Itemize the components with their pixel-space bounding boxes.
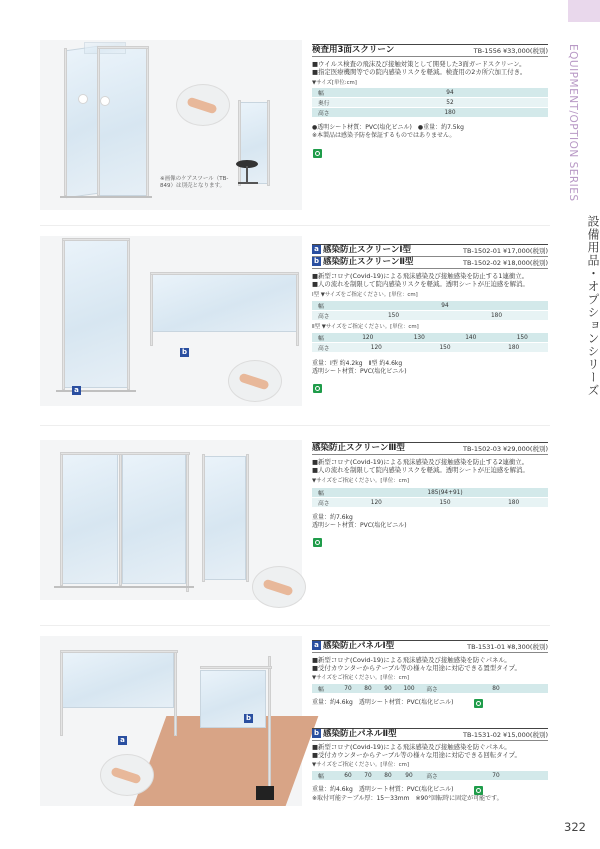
product-3-code-price: TB-1502-03 ¥29,000(税別) bbox=[463, 445, 548, 453]
product-3-name: 感染防止スクリーンⅢ型 bbox=[312, 443, 405, 453]
product-1-note: ※本製品は感染予防を保証するものではありません。 bbox=[312, 132, 456, 139]
table-row: 高さ 180 bbox=[312, 108, 548, 118]
table-row: 幅 70 80 90 100 高さ 80 bbox=[312, 684, 548, 694]
sidebar-english-title: EQUIPMENT/OPTION SERIES bbox=[567, 44, 579, 202]
badge-a: a bbox=[312, 245, 321, 254]
product-1-name: 検査用3面スクリーン bbox=[312, 45, 395, 55]
table-row: 高さ 150 180 bbox=[312, 311, 548, 321]
divider bbox=[40, 425, 550, 426]
desc-line: ■ウイルス検査の飛沫及び接触対策として開発した3面ガードスクリーン。 bbox=[312, 60, 526, 68]
desc-line: ■受付カウンターからテーブル等の様々な用途に対応できる置型タイプ。 bbox=[312, 664, 521, 673]
table-image bbox=[134, 716, 319, 806]
table-row: 幅 120 130 140 150 bbox=[312, 333, 548, 343]
link-icon[interactable] bbox=[313, 149, 322, 158]
badge-a: a bbox=[72, 386, 81, 395]
desc-line: ■新型コロナ(Covid-19)による飛沫感染及び接触感染を防ぐパネル。 bbox=[312, 743, 511, 751]
product-3-size-heading: ▼サイズをご指定ください。[単位：cm] bbox=[312, 478, 409, 484]
divider bbox=[40, 625, 550, 626]
type-1-size-table bbox=[312, 301, 548, 321]
product-1-code-price: TB-1556 ¥33,000(税別) bbox=[473, 47, 548, 55]
product-4b-code-price: TB-1531-02 ¥15,000(税別) bbox=[463, 731, 548, 739]
product-4b-description bbox=[312, 743, 552, 759]
product-4a-title-bar bbox=[312, 640, 548, 653]
product-2-description bbox=[312, 272, 552, 288]
page-number: 322 bbox=[564, 820, 586, 834]
product-1-material: ●透明シート材質：PVC(塩化ビニル) ●重量：約7.5kg bbox=[312, 124, 464, 131]
product-2b-name: 感染防止スクリーンⅡ型 bbox=[323, 257, 414, 267]
product-3-weight: 重量：約7.6kg bbox=[312, 514, 353, 521]
product-1-size-table bbox=[312, 88, 548, 118]
product-4a-size-table bbox=[312, 684, 548, 694]
product-1-size-heading: ▼サイズ[単位:cm] bbox=[312, 80, 357, 86]
product-4a-code-price: TB-1531-01 ¥8,300(税別) bbox=[467, 643, 548, 651]
product-3-material: 透明シート材質：PVC(塩化ビニル) bbox=[312, 522, 407, 529]
divider bbox=[40, 225, 550, 226]
product-4-image bbox=[40, 636, 302, 806]
product-4a-description bbox=[312, 656, 552, 672]
clamp-image bbox=[256, 786, 274, 800]
hand-detail-image bbox=[176, 84, 230, 126]
product-4b-size-heading: ▼サイズをご指定ください。[単位：cm] bbox=[312, 762, 409, 768]
product-4b-note: ※取付可能テーブル厚：15～33mm ※90°回転時に固定が可能です。 bbox=[312, 795, 503, 802]
image-caption: ※画像のケアスツール（TB-849）は別売となります。 bbox=[160, 176, 229, 189]
hand-detail-image bbox=[228, 360, 282, 402]
product-2a-code-price: TB-1502-01 ¥17,000(税別) bbox=[463, 247, 548, 255]
table-row: 奥行 52 bbox=[312, 98, 548, 108]
sidebar-color-band bbox=[568, 0, 600, 22]
product-4a-size-heading: ▼サイズをご指定ください。[単位：cm] bbox=[312, 675, 409, 681]
product-4b-title-bar bbox=[312, 728, 548, 741]
product-2a-name: 感染防止スクリーンⅠ型 bbox=[323, 245, 411, 255]
product-1-title-bar bbox=[312, 44, 548, 57]
desc-line: ■人の流れを制限して院内感染リスクを軽減。透明シートが圧迫感を解消。 bbox=[312, 280, 529, 289]
type-2-size-heading: Ⅱ型 ▼サイズをご指定ください。[単位：cm] bbox=[312, 324, 419, 330]
product-4a-info: 重量：約4.6kg 透明シート材質：PVC(塩化ビニル) bbox=[312, 699, 454, 706]
type-2-size-table bbox=[312, 333, 548, 353]
product-4a-name: 感染防止パネルⅠ型 bbox=[323, 641, 395, 651]
link-icon[interactable] bbox=[474, 699, 483, 708]
product-4b-info: 重量：約4.6kg 透明シート材質：PVC(塩化ビニル) bbox=[312, 786, 454, 793]
table-row: 幅 94 bbox=[312, 301, 548, 311]
table-row: 幅 185(94+91) bbox=[312, 488, 548, 498]
product-3-title-bar bbox=[312, 442, 548, 455]
desc-line: ■新型コロナ(Covid-19)による飛沫感染及び接触感染を防止する1連衝立。 bbox=[312, 272, 529, 280]
badge-a: a bbox=[118, 736, 127, 745]
product-2-weight: 重量：Ⅰ型 約4.2kg Ⅱ型 約4.6kg bbox=[312, 360, 403, 367]
desc-line: ■受付カウンターからテーブル等の様々な用途に対応できる回転タイプ。 bbox=[312, 751, 521, 760]
product-2b-title-bar bbox=[312, 257, 548, 269]
desc-line: ■新型コロナ(Covid-19)による飛沫感染及び接触感染を防止する2連衝立。 bbox=[312, 458, 529, 466]
link-icon[interactable] bbox=[474, 786, 483, 795]
table-row: 幅 60 70 80 90 高さ 70 bbox=[312, 771, 548, 781]
badge-b: b bbox=[181, 348, 187, 356]
badge-b: b bbox=[313, 729, 319, 737]
sidebar-japanese-title: 設備用品・オプションシリーズ bbox=[586, 215, 600, 397]
product-4b-name: 感染防止パネルⅡ型 bbox=[323, 729, 397, 739]
hand-detail-image bbox=[100, 754, 154, 796]
product-1-description bbox=[312, 60, 552, 76]
badge-b: b bbox=[313, 257, 319, 265]
badge-b: b bbox=[245, 714, 251, 722]
type-1-size-heading: Ⅰ型 ▼サイズをご指定ください。[単位：cm] bbox=[312, 292, 418, 298]
product-2-image bbox=[40, 236, 302, 406]
link-icon[interactable] bbox=[313, 538, 322, 547]
badge-a: a bbox=[312, 641, 321, 650]
desc-line: ■指定医療機関等での院内感染リスクを軽減。検査用の2カ所穴加工付き。 bbox=[312, 68, 527, 77]
desc-line: ■新型コロナ(Covid-19)による飛沫感染及び接触感染を防ぐパネル。 bbox=[312, 656, 511, 664]
table-row: 高さ 120 150 180 bbox=[312, 343, 548, 353]
product-2b-code-price: TB-1502-02 ¥18,000(税別) bbox=[463, 259, 548, 267]
product-1-image bbox=[40, 40, 302, 210]
product-3-image bbox=[40, 440, 302, 600]
product-2a-title-bar bbox=[312, 244, 548, 257]
product-3-description bbox=[312, 458, 552, 474]
link-icon[interactable] bbox=[313, 384, 322, 393]
table-row: 高さ 120 150 180 bbox=[312, 498, 548, 508]
table-row: 幅 94 bbox=[312, 88, 548, 98]
product-2-material: 透明シート材質：PVC(塩化ビニル) bbox=[312, 368, 407, 375]
desc-line: ■人の流れを制限して院内感染リスクを軽減。透明シートが圧迫感を解消。 bbox=[312, 466, 529, 475]
hand-detail-image bbox=[252, 566, 306, 608]
product-4b-size-table bbox=[312, 771, 548, 781]
product-3-size-table bbox=[312, 488, 548, 508]
